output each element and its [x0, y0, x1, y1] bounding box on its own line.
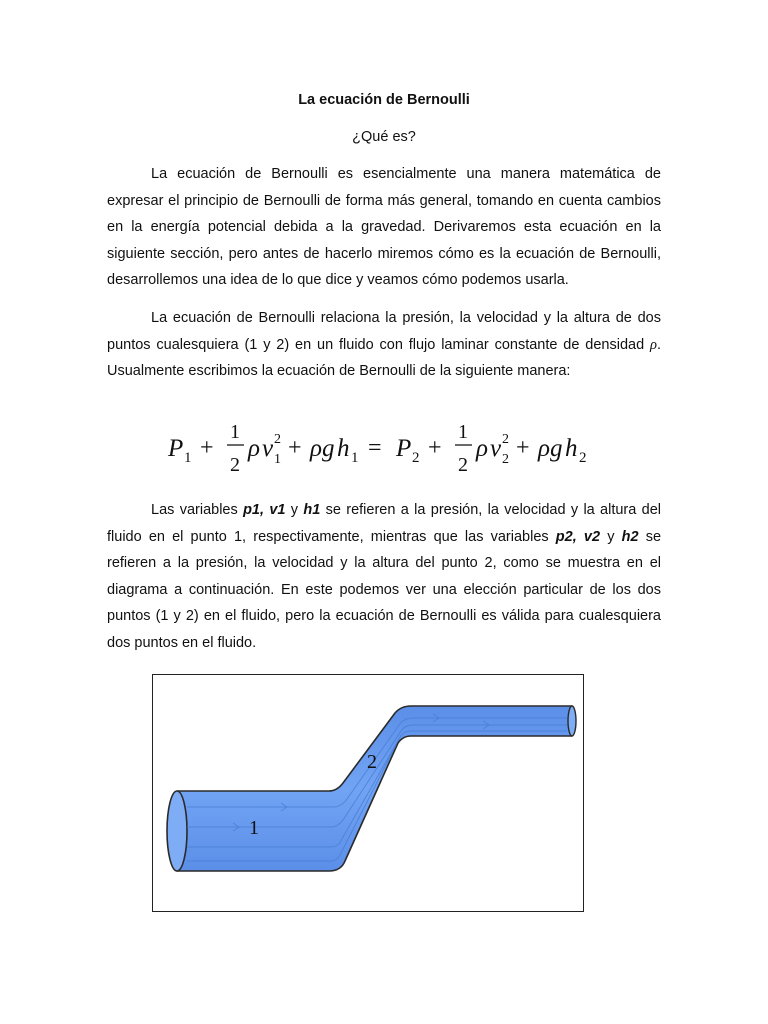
- paragraph-variables-text-2: y: [285, 502, 304, 518]
- eq-rhog-1: ρg: [310, 435, 335, 462]
- eq-frac1-den: 2: [230, 454, 240, 476]
- variable-h1: h1: [303, 502, 321, 518]
- eq-v2-sub: 2: [502, 452, 509, 467]
- eq-plus-4: +: [516, 435, 530, 461]
- eq-frac2-num: 1: [458, 421, 468, 443]
- paragraph-variables-text-4: y: [600, 528, 622, 545]
- paragraph-intro: La ecuación de Bernoulli es esencialmente una manera matemática de expresar el principio de Bernoulli de forma más general, tomando en cuenta cambios en la energía potencial debida a la gravedad. Derivaremos esta ecuación en la siguiente sección, pero antes de hacerlo miremos cómo es la ecuación de Bernoulli, desarrollemos una idea de lo que dice y veamos cómo podemos usarla.: [107, 166, 661, 289]
- eq-P1-sub: 1: [184, 450, 192, 466]
- pipe-outlet-end: [568, 706, 576, 736]
- density-symbol: ρ: [650, 336, 657, 353]
- eq-h-1: h: [337, 435, 350, 462]
- paragraph-variables-text-1: Las variables: [151, 502, 244, 518]
- point-1-label: 1: [249, 817, 259, 839]
- bernoulli-pipe-diagram: [152, 674, 584, 912]
- eq-v-1: v: [262, 435, 274, 462]
- paragraph-definition-text-2: . Usualmente escribimos la ecuación de Bernoulli de la siguiente manera:: [107, 336, 661, 380]
- eq-h2-sub: 2: [579, 450, 587, 466]
- eq-v-2: v: [490, 435, 502, 462]
- variables-point1-pv: p1, v1: [243, 502, 286, 518]
- eq-rho-2: ρ: [476, 435, 488, 462]
- paragraph-variables-text-3: se refieren a la presión, la velocidad y la altura del fluido en el punto 1, respectivamente, mientras que las variables: [107, 502, 661, 545]
- variable-h2: h2: [621, 528, 639, 545]
- paragraph-definition: [107, 305, 661, 385]
- paragraph-definition-text-1: La ecuación de Bernoulli relaciona la presión, la velocidad y la altura de dos puntos cualesquiera (1 y 2) en un fluido con flujo laminar constante de densidad: [107, 310, 661, 353]
- variables-point2-pv: p2, v2: [555, 528, 601, 545]
- eq-plus-2: +: [288, 435, 302, 461]
- paragraph-variables-text-5: se refieren a la presión, la velocidad y la altura del punto 2, como se muestra en el diagrama a continuación. En este podemos ver una elección particular de los dos puntos (1 y 2) en el fluido, pero la ecuación de Bernoulli es válida para cualesquiera dos puntos en el fluido.: [107, 528, 662, 651]
- eq-v2-sup: 2: [502, 432, 509, 447]
- eq-h1-sub: 1: [351, 450, 359, 466]
- pipe-inlet-end: [167, 791, 187, 871]
- bernoulli-equation: [150, 410, 618, 480]
- document-subtitle: ¿Qué es?: [352, 129, 416, 145]
- point-2-label: 2: [367, 751, 377, 773]
- document-title: La ecuación de Bernoulli: [298, 92, 470, 108]
- eq-plus-3: +: [428, 435, 442, 461]
- eq-frac2-den: 2: [458, 454, 468, 476]
- eq-h-2: h: [565, 435, 578, 462]
- eq-v1-sup: 2: [274, 432, 281, 447]
- eq-P1: P: [168, 435, 184, 462]
- eq-v1-sub: 1: [274, 452, 281, 467]
- eq-P2: P: [396, 435, 412, 462]
- eq-plus-1: +: [200, 435, 214, 461]
- eq-rho-1: ρ: [248, 435, 260, 462]
- eq-frac1-num: 1: [230, 421, 240, 443]
- eq-equals: =: [368, 435, 382, 461]
- eq-rhog-2: ρg: [538, 435, 563, 462]
- paragraph-variables: [107, 497, 661, 657]
- eq-P2-sub: 2: [412, 450, 420, 466]
